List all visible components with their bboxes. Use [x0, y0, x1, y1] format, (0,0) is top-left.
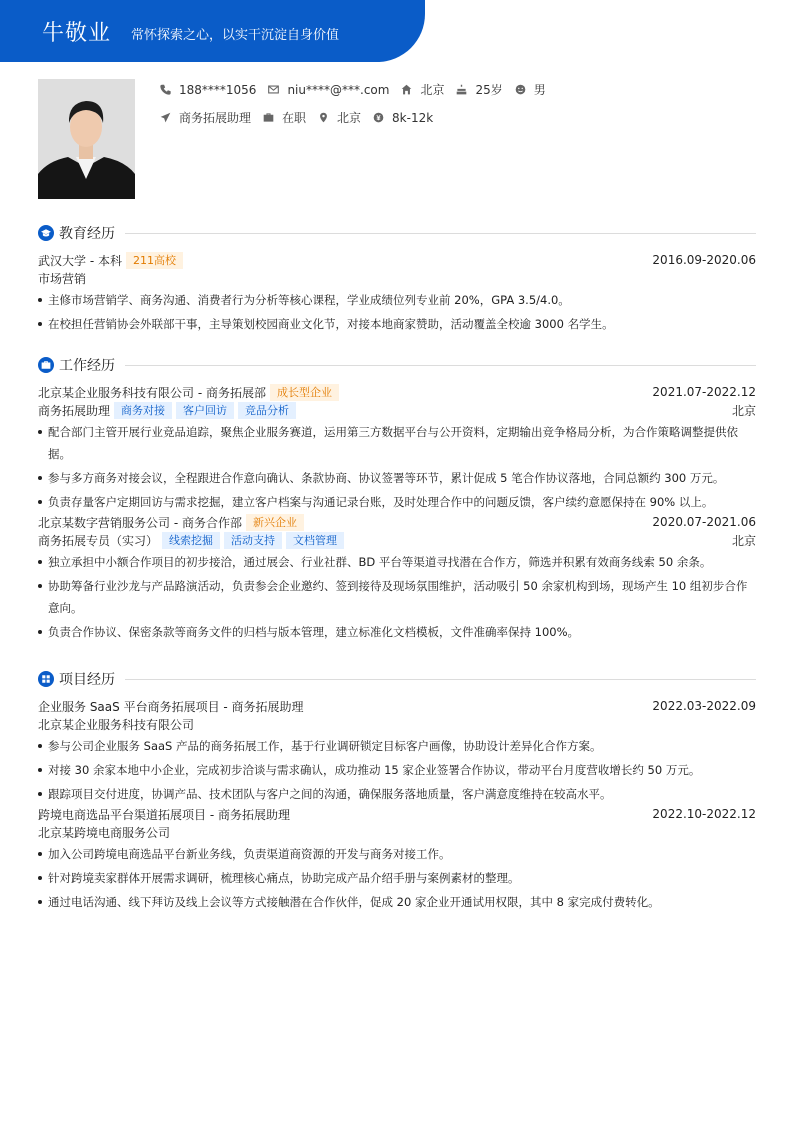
education-title: 教育经历	[59, 226, 115, 242]
send-icon	[160, 112, 171, 123]
project-date: 2022.10-2022.12	[652, 807, 756, 821]
list-item: 独立承担中小额合作项目的初步接洽，通过展会、行业社群、BD 平台等渠道寻找潜在合作方，筛选并积累有效商务线索 50 余条。	[38, 551, 756, 573]
skill-tag: 商务对接	[114, 402, 172, 419]
avatar	[38, 79, 135, 199]
skill-tag: 客户回访	[176, 402, 234, 419]
phone-info	[160, 83, 256, 97]
contact-info-row	[160, 81, 558, 98]
list-item: 通过电话沟通、线下拜访及线上会议等方式接触潜在合作伙伴，促成 20 家企业开通试用权限，其中 8 家完成付费转化。	[38, 891, 756, 913]
home-text: 北京	[420, 83, 445, 97]
job-city: 北京	[731, 533, 756, 548]
work-title: 工作经历	[59, 358, 115, 374]
list-item: 在校担任营销协会外联部干事，主导策划校园商业文化节，对接本地商家赞助，活动覆盖全校逾 3000 名学生。	[38, 313, 756, 335]
projects-section	[38, 669, 756, 913]
gender-icon	[515, 84, 526, 95]
list-item: 负责合作协议、保密条款等商务文件的归档与版本管理，建立标准化文档模板，文件准确率保持 100%。	[38, 621, 756, 643]
project-org-row	[38, 715, 756, 733]
gender-info	[515, 81, 546, 98]
status-info	[263, 109, 306, 126]
projects-header	[38, 669, 756, 689]
list-item: 配合部门主管开展行业竞品追踪，聚焦企业服务赛道，运用第三方数据平台与公开资料，定期输出竞争格局分析，为合作策略调整提供依据。	[38, 421, 756, 465]
job-role: 商务拓展助理	[38, 403, 111, 418]
email-text: niu****@***.com	[287, 82, 390, 97]
section-divider	[125, 365, 756, 366]
job-role: 商务拓展专员（实习）	[38, 533, 159, 548]
age-text: 25岁	[475, 83, 503, 97]
education-major-row	[38, 269, 756, 287]
company-name: 北京某数字营销服务公司 - 商务合作部	[38, 515, 242, 530]
phone-text: 188****1056	[179, 82, 257, 97]
location-icon	[318, 112, 329, 123]
school-tag: 211高校	[126, 252, 183, 269]
work-section	[38, 355, 756, 643]
list-item: 对接 30 余家本地中小企业，完成初步洽谈与需求确认，成功推动 15 家企业签署合作协议，带动平台月度营收增长约 50 万元。	[38, 759, 756, 781]
candidate-slogan: 常怀探索之心，以实干沉淀自身价值	[131, 27, 340, 43]
age-info	[456, 81, 502, 98]
education-bullets	[38, 289, 756, 335]
work-section-icon	[38, 357, 54, 373]
work-header	[38, 355, 756, 375]
cake-icon	[456, 84, 467, 95]
avatar-portrait	[38, 79, 135, 199]
salary-text: 8k-12k	[392, 110, 434, 125]
gender-text: 男	[533, 83, 546, 97]
job-info-row	[160, 109, 445, 126]
salary-info	[373, 111, 433, 125]
briefcase-icon	[41, 360, 51, 370]
school-name: 武汉大学 - 本科	[38, 253, 122, 268]
list-item: 跟踪项目交付进度，协调产品、技术团队与客户之间的沟通，确保服务落地质量，客户满意度维持在较高水平。	[38, 783, 756, 805]
company-tag: 成长型企业	[270, 384, 339, 401]
project-bullets	[38, 735, 756, 805]
job-role-row	[38, 531, 756, 549]
home-icon	[401, 84, 412, 95]
project-name: 企业服务 SaaS 平台商务拓展项目 - 商务拓展助理	[38, 699, 304, 714]
section-divider	[125, 233, 756, 234]
list-item: 参与多方商务对接会议，全程跟进合作意向确认、条款协商、协议签署等环节，累计促成 5 笔合作协议落地，合同总额约 300 万元。	[38, 467, 756, 489]
education-header	[38, 223, 756, 243]
company-tag: 新兴企业	[246, 514, 304, 531]
phone-icon	[160, 84, 171, 95]
project-entry-header	[38, 697, 756, 715]
status-text: 在职	[282, 111, 307, 125]
target-position-text: 商务拓展助理	[179, 111, 252, 125]
job-bullets	[38, 551, 756, 643]
skill-tag: 竞品分析	[238, 402, 296, 419]
list-item: 参与公司企业服务 SaaS 产品的商务拓展工作，基于行业调研锁定目标客户画像，协助设计差异化合作方案。	[38, 735, 756, 757]
job-entry-header	[38, 513, 756, 531]
salary-icon	[373, 112, 384, 123]
target-city-info	[318, 109, 361, 126]
list-item: 协助筹备行业沙龙与产品路演活动，负责参会企业邀约、签到接待及现场氛围维护，活动吸引 50 余家机构到场，现场产生 10 组初步合作意向。	[38, 575, 756, 619]
education-date: 2016.09-2020.06	[652, 253, 756, 267]
project-entry-header	[38, 805, 756, 823]
list-item: 加入公司跨境电商选品平台新业务线，负责渠道商资源的开发与商务对接工作。	[38, 843, 756, 865]
project-name: 跨境电商选品平台渠道拓展项目 - 商务拓展助理	[38, 807, 290, 822]
list-item: 针对跨境卖家群体开展需求调研，梳理核心痛点，协助完成产品介绍手册与案例素材的整理。	[38, 867, 756, 889]
list-item: 主修市场营销学、商务沟通、消费者行为分析等核心课程，学业成绩位列专业前 20%，GPA 3.5/4.0。	[38, 289, 756, 311]
mail-icon	[268, 84, 279, 95]
education-entry-header	[38, 251, 756, 269]
project-org: 北京某企业服务科技有限公司	[38, 717, 195, 732]
job-entry-header	[38, 383, 756, 401]
target-position-info	[160, 109, 251, 126]
projects-section-icon	[38, 671, 54, 687]
projects-title: 项目经历	[59, 672, 115, 688]
job-date: 2020.07-2021.06	[652, 515, 756, 529]
skill-tag: 活动支持	[224, 532, 282, 549]
briefcase-icon	[263, 112, 274, 123]
section-divider	[125, 679, 756, 680]
candidate-name: 牛敬业	[42, 20, 112, 46]
education-section-icon	[38, 225, 54, 241]
job-bullets	[38, 421, 756, 513]
skill-tag: 线索挖掘	[162, 532, 220, 549]
education-section	[38, 223, 756, 335]
major-name: 市场营销	[38, 271, 87, 286]
target-city-text: 北京	[337, 111, 362, 125]
job-city: 北京	[731, 403, 756, 418]
graduation-cap-icon	[41, 228, 51, 238]
grid-icon	[41, 674, 51, 684]
company-name: 北京某企业服务科技有限公司 - 商务拓展部	[38, 385, 266, 400]
header-banner	[0, 0, 425, 62]
job-date: 2021.07-2022.12	[652, 385, 756, 399]
email-info	[268, 83, 389, 97]
job-role-row	[38, 401, 756, 419]
project-bullets	[38, 843, 756, 913]
project-date: 2022.03-2022.09	[652, 699, 756, 713]
project-org-row	[38, 823, 756, 841]
list-item: 负责存量客户定期回访与需求挖掘，建立客户档案与沟通记录台账，及时处理合作中的问题反馈，客户续约意愿保持在 90% 以上。	[38, 491, 756, 513]
project-org: 北京某跨境电商服务公司	[38, 825, 171, 840]
skill-tag: 文档管理	[286, 532, 344, 549]
home-info	[401, 81, 444, 98]
